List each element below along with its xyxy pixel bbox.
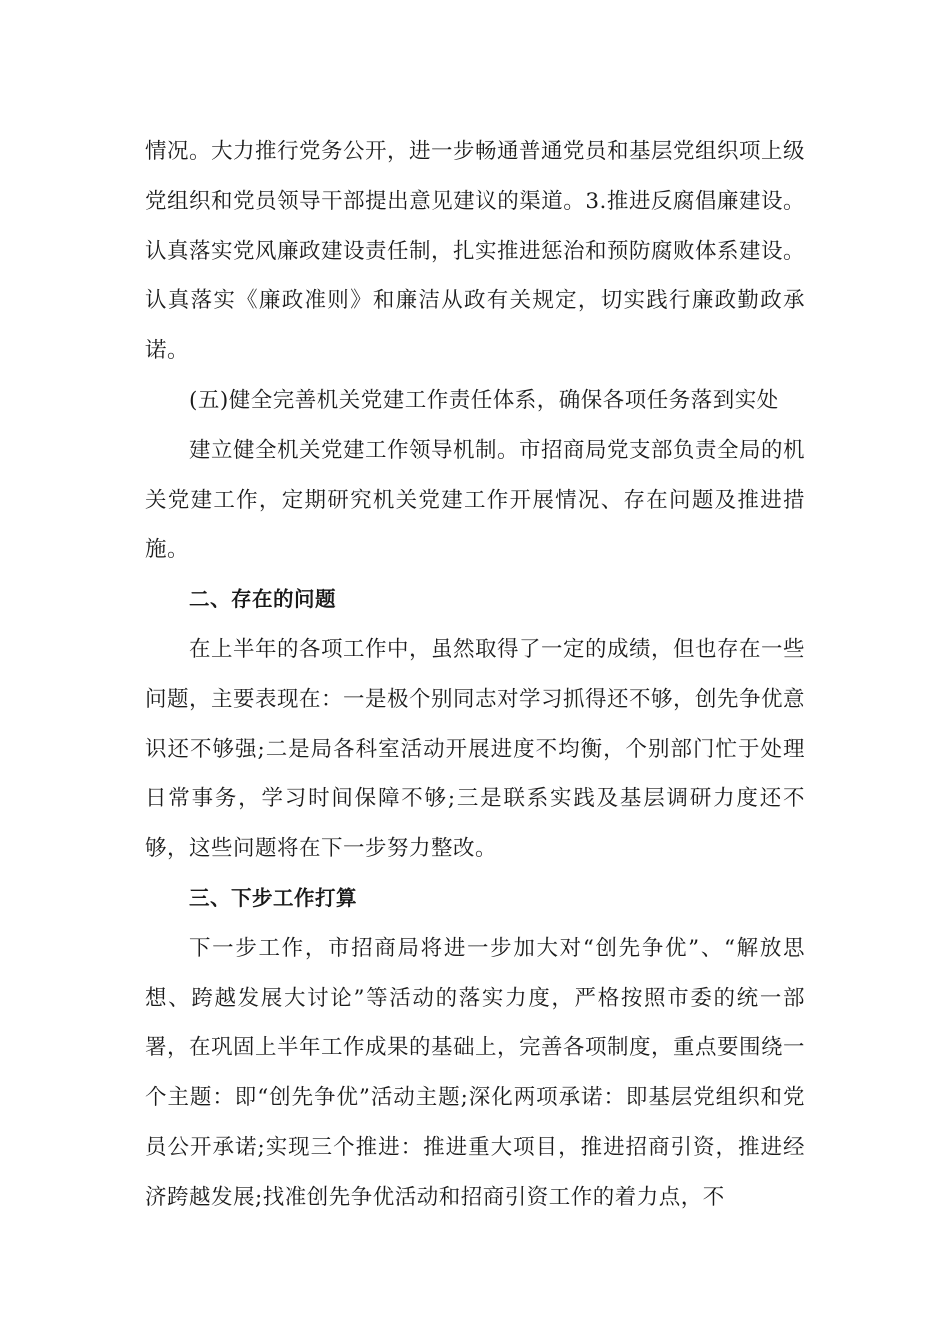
section-five-paragraph: 建立健全机关党建工作领导机制。市招商局党支部负责全局的机关党建工作，定期研究机关党建工作开展情况、存在问题及推进措施。 bbox=[145, 437, 806, 563]
heading-existing-problems: 二、存在的问题 bbox=[189, 587, 336, 612]
document-page bbox=[145, 127, 805, 1223]
section-five-title: (五)健全完善机关党建工作责任体系，确保各项任务落到实处 bbox=[189, 387, 779, 413]
next-steps-paragraph: 下一步工作，市招商局将进一步加大对“创先争优”、“解放思想、跨越发展大讨论”等活动的落实力度，严格按照市委的统一部署，在巩固上半年工作成果的基础上，完善各项制度，重点要围绕一个主题：即“创先争优”活动主题;深化两项承诺：即基层党组织和党员公开承诺;实现三个推进：推进重大项目，推进招商引资，推进经济跨越发展;找准创先争优活动和招商引资工作的着力点，不 bbox=[145, 935, 806, 1210]
heading-next-steps: 三、下步工作打算 bbox=[189, 885, 357, 910]
continuation-paragraph: 情况。大力推行党务公开，进一步畅通普通党员和基层党组织项上级党组织和党员领导干部提出意见建议的渠道。3.推进反腐倡廉建设。认真落实党风廉政建设责任制，扎实推进惩治和预防腐败体系建设。认真落实《廉政准则》和廉洁从政有关规定，切实践行廉政勤政承诺。 bbox=[145, 139, 806, 364]
problems-paragraph: 在上半年的各项工作中，虽然取得了一定的成绩，但也存在一些问题，主要表现在：一是极个别同志对学习抓得还不够，创先争优意识还不够强;二是局各科室活动开展进度不均衡，个别部门忙于处理日常事务，学习时间保障不够;三是联系实践及基层调研力度还不够，这些问题将在下一步努力整改。 bbox=[145, 636, 806, 862]
